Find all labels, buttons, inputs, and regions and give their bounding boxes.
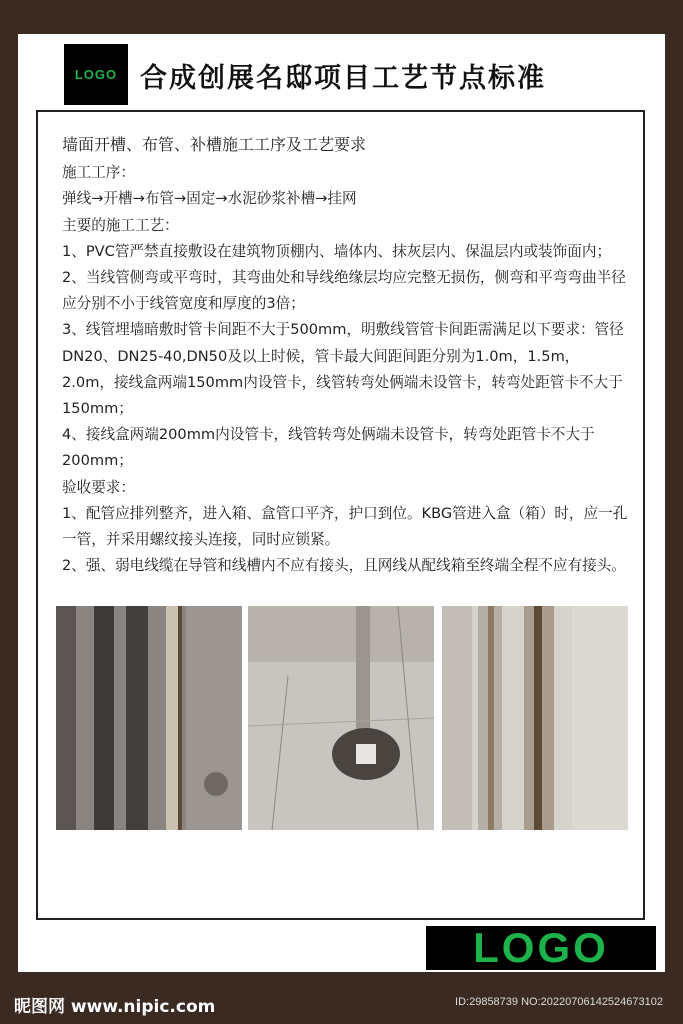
logo-text: LOGO (74, 67, 118, 82)
photo-strip (56, 606, 628, 830)
logo-text: LOGO (473, 924, 609, 971)
text-line: 弹线→开槽→布管→固定→水泥砂浆补槽→挂网 (62, 190, 357, 208)
poster-board (18, 34, 665, 972)
text-line: 4、接线盒两端200mm内设管卡，线管转弯处俩端未设管卡，转弯处距管卡不大于200mm； (62, 426, 595, 470)
watermark-site: 昵图网 www.nipic.com (14, 997, 216, 1017)
text-line: 2、强、弱电线缆在导管和线槽内不应有接头，且网线从配线箱至终端全程不应有接头。 (62, 557, 626, 575)
section-heading: 墙面开槽、布管、补槽施工工序及工艺要求 (62, 135, 367, 154)
content-text (62, 132, 628, 579)
logo-top (64, 44, 128, 105)
text-line: 验收要求： (62, 478, 135, 496)
page-title: 合成创展名邸项目工艺节点标准 (140, 63, 546, 94)
text-line: 3、线管埋墙暗敷时管卡间距不大于500mm，明敷线管管卡间距需满足以下要求：管径DN20、DN25-40,DN50及以上时候，管卡最大间距间距分别为1.0m，1.5m，2.0m，接线盒两端150mm内设管卡，线管转弯处俩端未设管卡，转弯处距管卡不大于150mm； (62, 321, 624, 418)
wall-slot-photo (56, 606, 242, 830)
junction-box-photo (248, 606, 434, 830)
text-line: 主要的施工工艺： (62, 216, 179, 234)
watermark-bar (0, 980, 683, 1024)
logo-bottom (426, 926, 656, 970)
text-line: 1、配管应排列整齐，进入箱、盒管口平齐，护口到位。KBG管进入盒（箱）时，应一孔一管，并采用螺纹接头连接，同时应锁紧。 (62, 504, 628, 549)
text-line: 2、当线管侧弯或平弯时，其弯曲处和导线绝缘层均应完整无损伤，侧弯和平弯弯曲半径应分别不小于线管宽度和厚度的3倍； (62, 269, 626, 313)
watermark-id: ID:29858739 NO:20220706142524673102 (455, 996, 663, 1008)
conduit-pipes-photo (442, 606, 628, 830)
text-line: 施工工序： (62, 164, 135, 182)
text-line: 1、PVC管严禁直接敷设在建筑物顶棚内、墙体内、抹灰层内、保温层内或装饰面内； (62, 242, 612, 260)
